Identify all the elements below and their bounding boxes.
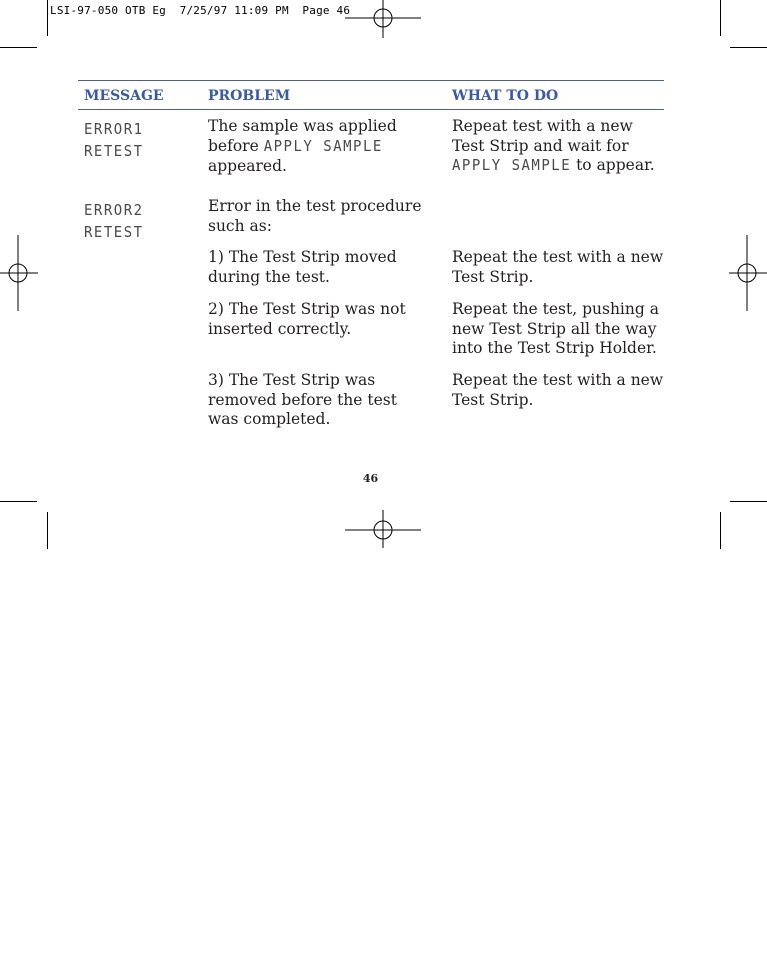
problem-error2-intro: Error in the test procedure such as: (208, 197, 422, 235)
message-error1 (84, 119, 144, 163)
lcd-message-line: ERROR2 (84, 202, 144, 220)
action-item-2: Repeat the test, pushing a new Test Strip all the way into the Test Strip Holder. (452, 300, 659, 357)
action-item-3: Repeat the test with a new Test Strip. (452, 371, 664, 409)
header-problem: PROBLEM (208, 88, 291, 104)
problem-item-2: 2) The Test Strip was not inserted correctly. (208, 300, 406, 338)
lcd-message-line: ERROR1 (84, 121, 144, 139)
crop-mark (730, 47, 767, 48)
registration-mark-bottom (345, 510, 423, 550)
problem-item-3: 3) The Test Strip was removed before the test was completed. (208, 371, 397, 428)
action-item-1: Repeat the test with a new Test Strip. (452, 248, 664, 286)
message-error2 (84, 200, 144, 244)
crop-mark (0, 501, 37, 502)
lcd-apply-sample: APPLY SAMPLE (452, 157, 572, 175)
lcd-message-line: RETEST (84, 143, 144, 161)
problem-error1: The sample was applied before APPLY SAMPLE appeared. (208, 117, 397, 175)
crop-mark (720, 0, 721, 36)
crop-mark (47, 512, 48, 549)
lcd-apply-sample: APPLY SAMPLE (263, 138, 383, 155)
header-what-to-do: WHAT TO DO (452, 88, 559, 104)
printer-slug: LSI-97-050 OTB Eg 7/25/97 11:09 PM Page 46 (50, 4, 351, 17)
header-rule-top (78, 80, 664, 81)
registration-mark-left (0, 235, 40, 313)
crop-mark (47, 0, 48, 36)
crop-mark (0, 47, 37, 48)
lcd-message-line: RETEST (84, 224, 144, 242)
problem-item-1: 1) The Test Strip moved during the test. (208, 248, 397, 286)
crop-mark (730, 501, 767, 502)
registration-mark-right (727, 235, 767, 313)
header-message: MESSAGE (84, 88, 164, 104)
page-number: 46 (362, 472, 379, 485)
crop-mark (720, 512, 721, 549)
registration-mark-top (345, 0, 423, 40)
header-rule-bottom (78, 109, 664, 110)
action-error1: Repeat test with a new Test Strip and wait for APPLY SAMPLE to appear. (452, 117, 655, 177)
